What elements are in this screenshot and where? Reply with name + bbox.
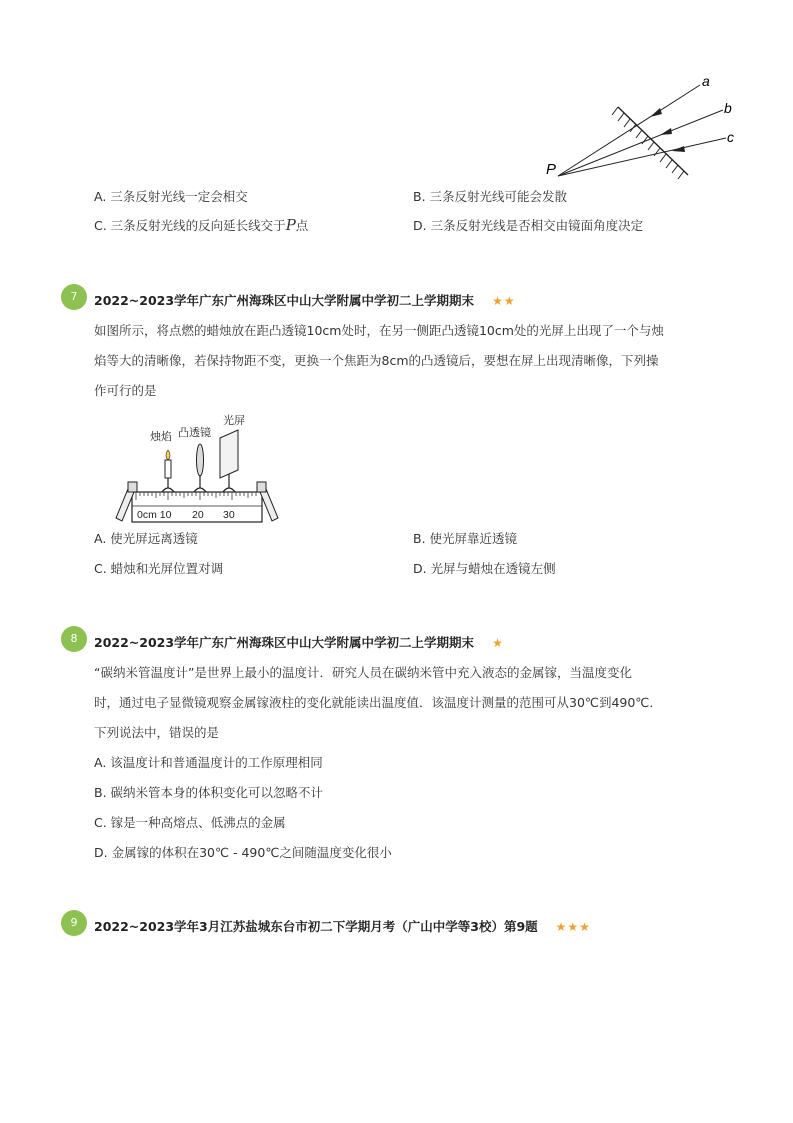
q6-option-b[interactable]: B. 三条反射光线可能会发散 (413, 189, 568, 204)
ray-b (558, 110, 723, 176)
question-source (94, 633, 504, 651)
label-screen: 光屏 (223, 415, 245, 427)
arrow-b (660, 128, 672, 135)
label-p: P (546, 161, 557, 178)
question-number-badge: 7 (61, 284, 87, 310)
ray-a (558, 85, 700, 176)
q7-option-a[interactable]: A. 使光屏远离透镜 (94, 531, 198, 546)
difficulty-stars: ★★ (492, 294, 516, 308)
difficulty-stars: ★ (492, 636, 504, 650)
label-a: a (702, 73, 710, 89)
scale-label: 0cm 10 (137, 509, 172, 521)
question-text-line: 焰等大的清晰像，若保持物距不变，更换一个焦距为8cm的凸透镜后，要想在屏上出现清晰像，下列操 (94, 353, 659, 368)
bench-leg-cap (257, 482, 266, 492)
question-source-text: 2022~2023学年3月江苏盐城东台市初二下学期月考（广山中学等3校）第9题 (94, 919, 538, 934)
screen-shape (220, 430, 238, 478)
arrow-a (650, 108, 662, 117)
label-candle: 烛焰 (150, 431, 172, 443)
q6-option-c[interactable] (94, 216, 308, 234)
question-source (94, 291, 516, 309)
q6-option-c-symbol: P (285, 216, 296, 234)
question-source-text: 2022~2023学年广东广州海珠区中山大学附属中学初二上学期期末 (94, 293, 475, 308)
mirror-line (618, 107, 688, 175)
q6-option-c-suffix: 点 (295, 218, 309, 233)
question-source (94, 917, 591, 935)
q6-option-d[interactable]: D. 三条反射光线是否相交由镜面角度决定 (413, 218, 644, 233)
difficulty-stars: ★★★ (555, 920, 591, 934)
scale-label: 30 (223, 509, 235, 521)
question-number-badge: 8 (61, 626, 87, 652)
question-text-line: 下列说法中，错误的是 (94, 725, 220, 740)
q8-option-c[interactable]: C. 镓是一种高熔点、低沸点的金属 (94, 815, 286, 830)
q6-option-a[interactable]: A. 三条反射光线一定会相交 (94, 189, 248, 204)
label-c: c (727, 129, 734, 145)
flame-shape (166, 450, 170, 460)
question-text-line: “碳纳米管温度计”是世界上最小的温度计．研究人员在碳纳米管中充入液态的金属镓，当温度变化 (94, 665, 632, 680)
q7-option-b[interactable]: B. 使光屏靠近透镜 (413, 531, 518, 546)
q8-option-b[interactable]: B. 碳纳米管本身的体积变化可以忽略不计 (94, 785, 324, 800)
holder (194, 488, 206, 492)
arrow-c (672, 146, 685, 152)
question-text-line: 作可行的是 (94, 383, 157, 398)
label-lens: 凸透镜 (178, 427, 211, 439)
mirror-reflection-diagram (540, 70, 750, 185)
holder (223, 488, 235, 492)
lens-shape (197, 444, 204, 476)
question-source-text: 2022~2023学年广东广州海珠区中山大学附属中学初二上学期期末 (94, 635, 475, 650)
q7-option-c[interactable]: C. 蜡烛和光屏位置对调 (94, 561, 224, 576)
scale-label: 20 (192, 509, 204, 521)
holder (162, 488, 174, 492)
q8-option-d[interactable]: D. 金属镓的体积在30℃ - 490℃之间随温度变化很小 (94, 845, 392, 860)
q7-option-d[interactable]: D. 光屏与蜡烛在透镜左侧 (413, 561, 556, 576)
question-number-badge: 9 (61, 910, 87, 936)
bench-leg-cap (128, 482, 137, 492)
q8-option-a[interactable]: A. 该温度计和普通温度计的工作原理相同 (94, 755, 323, 770)
question-text-line: 如图所示，将点燃的蜡烛放在距凸透镜10cm处时，在另一侧距凸透镜10cm处的光屏上出现了一个与烛 (94, 323, 664, 338)
label-b: b (724, 100, 732, 116)
q6-option-c-text: C. 三条反射光线的反向延长线交于 (94, 218, 286, 233)
question-text-line: 时，通过电子显微镜观察金属镓液柱的变化就能读出温度值．该温度计测量的范围可从30℃到490℃． (94, 695, 662, 710)
candle-body (165, 460, 171, 478)
optical-bench-diagram (112, 408, 282, 526)
